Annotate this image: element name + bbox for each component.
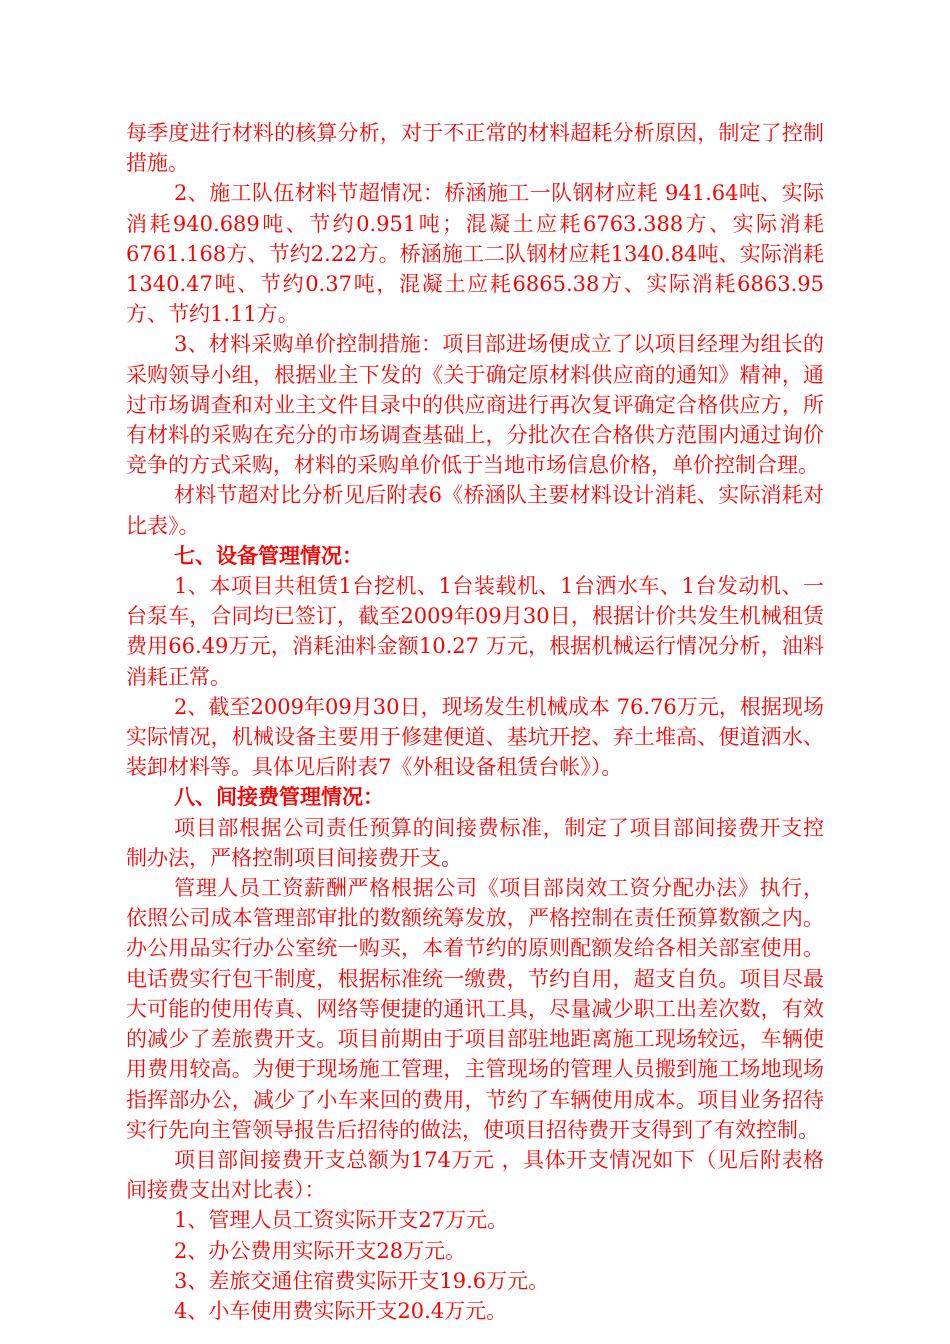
paragraph-material-analysis-cont: 每季度进行材料的核算分析，对于不正常的材料超耗分析原因，制定了控制措施。	[126, 121, 824, 176]
paragraph-team-material-savings: 2、施工队伍材料节超情况：桥涵施工一队钢材应耗 941.64吨、实际消耗940.689吨、节约0.951吨；混凝土应耗6763.388方、实际消耗6761.168方、节约2.22方。桥涵施工二队钢材应耗1340.84吨、实际消耗1340.47吨、节约0.37吨，混凝土应耗6865.38方、实际消耗6863.95方、节约1.11方。	[126, 181, 824, 327]
section-heading-indirect-costs: 八、间接费管理情况：	[174, 784, 384, 810]
paragraph-purchase-price-control: 3、材料采购单价控制措施：项目部进场便成立了以项目经理为组长的采购领导小组，根据业主下发的《关于确定原材料供应商的通知》精神，通过市场调查和对业主文件目录中的供应商进行再次复评确定合格供应方，所有材料的采购在充分的市场调查基础上，分批次在合格供方范围内通过询价竞争的方式采购，材料的采购单价低于当地市场信息价格，单价控制合理。	[126, 332, 824, 478]
list-item-office-expense: 2、办公费用实际开支28万元。	[174, 1238, 467, 1263]
paragraph-management-salary: 管理人员工资薪酬严格根据公司《项目部岗效工资分配办法》执行，依照公司成本管理部审批的数额统筹发放，严格控制在责任预算数额之内。办公用品实行办公室统一购买，本着节约的原则配额发给各相关部室使用。电话费实行包干制度，根据标准统一缴费，节约自用，超支自负。项目尽最大可能的使用传真、网络等便捷的通讯工具，尽量减少职工出差次数，有效的减少了差旅费开支。项目前期由于项目部驻地距离施工现场较远，车辆使用费用较高。为便于现场施工管理，主管现场的管理人员搬到施工场地现场指挥部办公，减少了小车来回的费用，节约了车辆使用成本。项目业务招待实行先向主管领导报告后招待的做法，使项目招待费开支得到了有效控制。	[126, 876, 824, 1142]
list-item-vehicle-expense: 4、小车使用费实际开支20.4万元。	[174, 1298, 508, 1323]
paragraph-indirect-cost-standard: 项目部根据公司责任预算的间接费标准，制定了项目部间接费开支控制办法，严格控制项目间接费开支。	[126, 815, 824, 870]
section-heading-equipment: 七、设备管理情况：	[174, 542, 363, 568]
document-body	[126, 118, 824, 1326]
list-item-travel-expense: 3、差旅交通住宿费实际开支19.6万元。	[174, 1268, 550, 1293]
paragraph-indirect-total: 项目部间接费开支总额为174万元 ，具体开支情况如下（见后附表格间接费支出对比表）：	[126, 1147, 824, 1203]
paragraph-equipment-rental: 1、本项目共租赁1台挖机、1台装载机、1台洒水车、1台发动机、一台泵车，合同均已签订，截至2009年09月30日，根据计价共发生机械租赁费用66.49万元，消耗油料金额10.27 万元，根据机械运行情况分析，油料消耗正常。	[126, 574, 824, 689]
paragraph-material-comparison-ref: 材料节超对比分析见后附表6《桥涵队主要材料设计消耗、实际消耗对比表》。	[126, 483, 824, 538]
paragraph-machinery-cost: 2、截至2009年09月30日，现场发生机械成本 76.76万元，根据现场实际情况，机械设备主要用于修建便道、基坑开挖、弃土堆高、便道洒水、装卸材料等。具体见后附表7《外租设备租赁台帐》）。	[126, 694, 824, 780]
list-item-salary-expense: 1、管理人员工资实际开支27万元。	[174, 1208, 509, 1233]
